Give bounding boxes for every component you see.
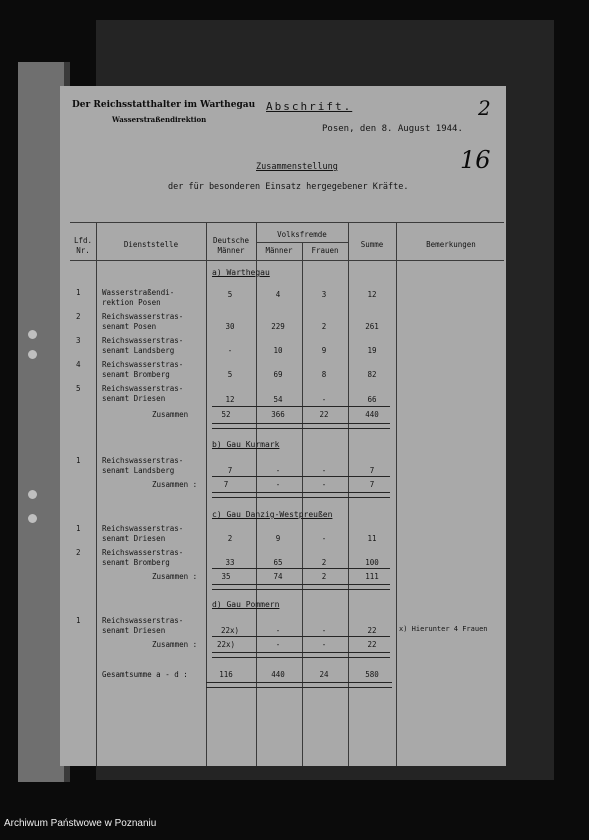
value-summe: 19	[367, 346, 377, 355]
dienststelle-line: Reichswasserstras-	[102, 616, 184, 625]
row-number: 4	[76, 360, 81, 369]
value-summe: 12	[367, 290, 377, 299]
dienststelle-line: Reichswasserstras-	[102, 524, 184, 533]
row-number: 1	[76, 616, 81, 625]
total-maenner: -	[275, 480, 281, 489]
dienststelle-line: senamt Landsberg	[102, 466, 175, 475]
value-summe: 11	[367, 534, 377, 543]
dienststelle-line: senamt Bromberg	[102, 370, 170, 379]
row-number: 1	[76, 288, 81, 297]
value-frauen: 2	[321, 322, 327, 331]
archive-watermark: Archiwum Państwowe w Poznaniu	[4, 818, 157, 829]
col-divider	[396, 222, 397, 766]
header-volksfremde-maenner: Männer	[265, 246, 293, 255]
header-volksfremde-frauen: Frauen	[311, 246, 339, 255]
total-summe: 7	[369, 480, 375, 489]
sum-rule	[212, 406, 390, 407]
grand-total-summe: 580	[365, 670, 379, 679]
grand-total-frauen: 24	[319, 670, 329, 679]
value-deutsche: 30	[225, 322, 235, 331]
grand-total-deutsche: 116	[219, 670, 233, 679]
row-number: 2	[76, 312, 81, 321]
header-volksfremde: Volksfremde	[277, 230, 327, 239]
dienststelle-line: senamt Landsberg	[102, 346, 175, 355]
header-bemerkungen: Bemerkungen	[426, 240, 476, 249]
row-number: 2	[76, 548, 81, 557]
total-frauen: -	[321, 640, 327, 649]
value-summe: 82	[367, 370, 377, 379]
value-maenner: 4	[275, 290, 281, 299]
punch-hole	[28, 514, 37, 523]
section-heading-pommern: d) Gau Pommern	[212, 600, 280, 609]
total-deutsche: 7	[223, 480, 229, 489]
value-maenner: -	[275, 626, 281, 635]
total-deutsche: 35	[221, 572, 231, 581]
total-label: Zusammen :	[152, 640, 198, 649]
value-maenner: 9	[275, 534, 281, 543]
value-maenner: 229	[271, 322, 285, 331]
document-title: Zusammenstellung	[256, 162, 338, 172]
sum-rule	[212, 568, 390, 569]
value-summe: 66	[367, 395, 377, 404]
value-deutsche: 7	[227, 466, 233, 475]
dienststelle-line: Reichswasserstras-	[102, 336, 184, 345]
abschrift-heading: Abschrift.	[266, 100, 353, 113]
value-summe: 22	[367, 626, 377, 635]
sum-rule	[212, 476, 390, 477]
double-rule	[212, 423, 390, 429]
value-frauen: -	[321, 466, 327, 475]
punch-hole	[28, 330, 37, 339]
value-maenner: 54	[273, 395, 283, 404]
total-frauen: -	[321, 480, 327, 489]
total-label: Zusammen	[152, 410, 189, 419]
dienststelle-line: Reichswasserstras-	[102, 456, 184, 465]
dienststelle-line: Reichswasserstras-	[102, 312, 184, 321]
section-heading-warthegau: a) Warthegau	[212, 268, 270, 277]
value-maenner: -	[275, 466, 281, 475]
date-line: Posen, den 8. August 1944.	[322, 124, 463, 134]
punch-hole	[28, 490, 37, 499]
value-summe: 100	[365, 558, 379, 567]
value-frauen: 3	[321, 290, 327, 299]
header-deutsche-maenner: Deutsche Männer	[212, 236, 250, 255]
value-frauen: 9	[321, 346, 327, 355]
dienststelle-line: senamt Driesen	[102, 394, 166, 403]
total-frauen: 22	[319, 410, 329, 419]
handwritten-folio-number: 16	[460, 146, 491, 174]
value-deutsche: 5	[227, 370, 233, 379]
section-heading-kurmark: b) Gau Kurmark	[212, 440, 280, 449]
total-label: Zusammen :	[152, 480, 198, 489]
double-rule	[212, 492, 390, 498]
table-header-rule	[70, 260, 504, 261]
total-maenner: 74	[273, 572, 283, 581]
dienststelle-line: senamt Posen	[102, 322, 157, 331]
value-maenner: 69	[273, 370, 283, 379]
col-divider	[96, 222, 97, 766]
total-deutsche: 22x)	[216, 640, 236, 649]
value-maenner: 65	[273, 558, 283, 567]
total-label: Zusammen :	[152, 572, 198, 581]
value-summe: 261	[365, 322, 379, 331]
sum-rule	[212, 636, 390, 637]
value-frauen: 8	[321, 370, 327, 379]
document-subtitle: der für besonderen Einsatz hergegebener Kräfte.	[168, 182, 409, 192]
total-maenner: 366	[271, 410, 285, 419]
value-deutsche: 2	[227, 534, 233, 543]
value-deutsche: 12	[225, 395, 235, 404]
value-deutsche: 33	[225, 558, 235, 567]
value-frauen: -	[321, 626, 327, 635]
dienststelle-line: senamt Driesen	[102, 534, 166, 543]
total-frauen: 2	[321, 572, 327, 581]
total-maenner: -	[275, 640, 281, 649]
double-rule	[206, 682, 392, 688]
dienststelle-line: rektion Posen	[102, 298, 161, 307]
section-heading-danzig-westpreussen: c) Gau Danzig-Westpreußen	[212, 510, 333, 519]
row-number: 3	[76, 336, 81, 345]
footnote-remark: x) Hierunter 4 Frauen	[399, 625, 488, 633]
value-summe: 7	[369, 466, 375, 475]
table-top-rule	[70, 222, 504, 223]
dienststelle-line: Reichswasserstras-	[102, 548, 184, 557]
dienststelle-line: Wasserstraßendi-	[102, 288, 175, 297]
row-number: 1	[76, 456, 81, 465]
value-maenner: 10	[273, 346, 283, 355]
header-summe: Summe	[360, 240, 384, 249]
value-frauen: -	[321, 395, 327, 404]
dienststelle-line: senamt Bromberg	[102, 558, 170, 567]
organization-name: Der Reichsstatthalter im Warthegau	[72, 100, 256, 110]
value-deutsche: -	[227, 346, 233, 355]
double-rule	[212, 584, 390, 590]
punch-hole	[28, 350, 37, 359]
grand-total-maenner: 440	[271, 670, 285, 679]
organization-department: Wasserstraßendirektion	[112, 115, 207, 124]
dienststelle-line: Reichswasserstras-	[102, 360, 184, 369]
handwritten-page-number: 2	[478, 96, 491, 120]
grand-total-label: Gesamtsumme a - d :	[102, 670, 188, 679]
total-summe: 440	[365, 410, 379, 419]
row-number: 1	[76, 524, 81, 533]
row-number: 5	[76, 384, 81, 393]
dienststelle-line: senamt Driesen	[102, 626, 166, 635]
dienststelle-line: Reichswasserstras-	[102, 384, 184, 393]
total-deutsche: 52	[221, 410, 231, 419]
value-deutsche: 5	[227, 290, 233, 299]
value-frauen: -	[321, 534, 327, 543]
double-rule	[212, 652, 390, 658]
total-summe: 22	[367, 640, 377, 649]
value-deutsche: 22x)	[220, 626, 240, 635]
header-lfd-nr: Lfd. Nr.	[73, 236, 93, 255]
value-frauen: 2	[321, 558, 327, 567]
document-page	[60, 86, 506, 766]
header-dienststelle: Dienststelle	[123, 240, 179, 249]
total-summe: 111	[365, 572, 379, 581]
